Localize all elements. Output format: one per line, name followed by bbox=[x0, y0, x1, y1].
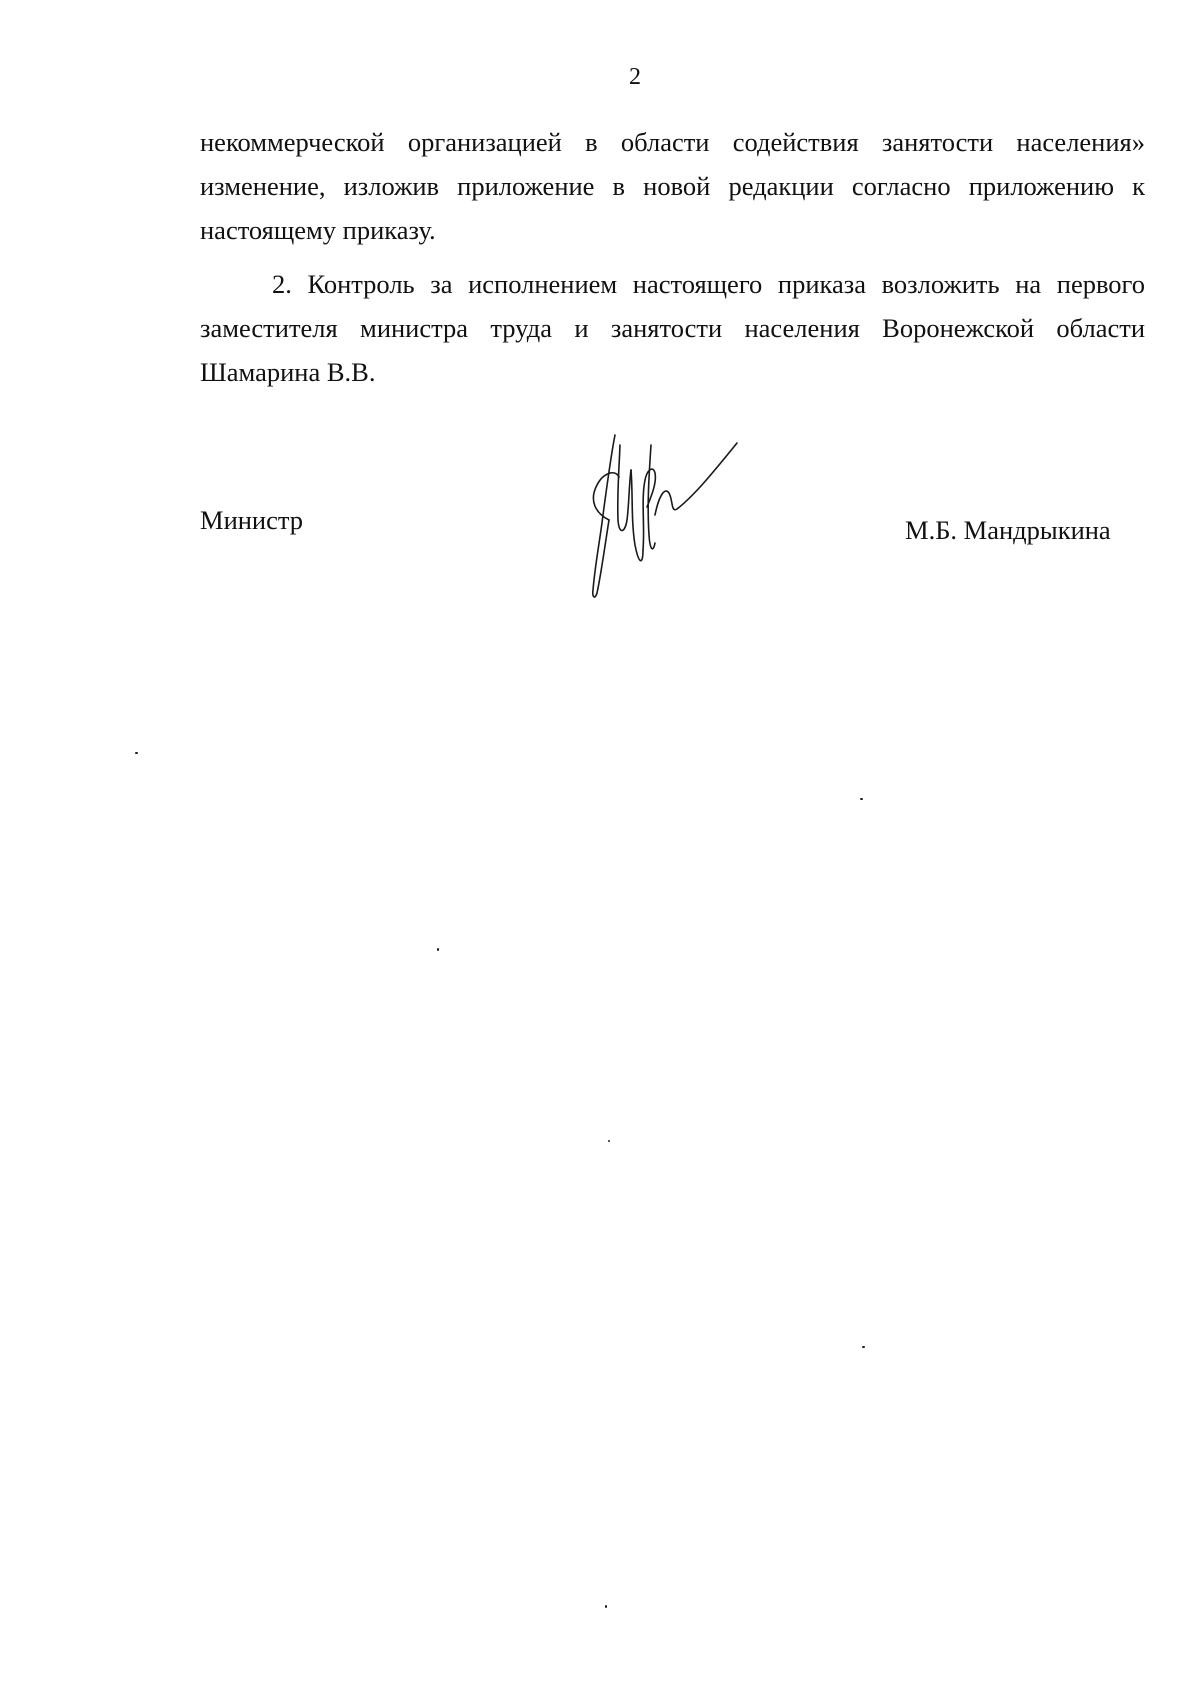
scan-speck bbox=[135, 752, 138, 754]
paragraph-2 bbox=[200, 262, 1145, 394]
paragraph-1-line-2: изменение, изложив приложение в новой редакции согласно приложению к bbox=[200, 171, 1145, 201]
scan-speck bbox=[605, 1605, 607, 1608]
signatory-title: Министр bbox=[200, 505, 304, 535]
scan-speck bbox=[608, 1140, 610, 1142]
scan-speck bbox=[860, 798, 863, 800]
paragraph-1-line-1: некоммерческой организацией в области содействия занятости населения» bbox=[200, 127, 1145, 157]
paragraph-2-line-3: Шамарина В.В. bbox=[200, 357, 376, 387]
page-number: 2 bbox=[629, 64, 641, 90]
paragraph-1-line-3: настоящему приказу. bbox=[200, 215, 436, 245]
scan-speck bbox=[437, 948, 439, 951]
handwritten-signature bbox=[585, 425, 745, 605]
paragraph-2-line-1: 2. Контроль за исполнением настоящего приказа возложить на первого bbox=[272, 269, 1145, 299]
paragraph-2-line-2: заместителя министра труда и занятости населения Воронежской области bbox=[200, 313, 1145, 343]
paragraph-1 bbox=[200, 120, 1145, 252]
scan-speck bbox=[862, 1346, 865, 1348]
signatory-name: М.Б. Мандрыкина bbox=[905, 515, 1111, 545]
